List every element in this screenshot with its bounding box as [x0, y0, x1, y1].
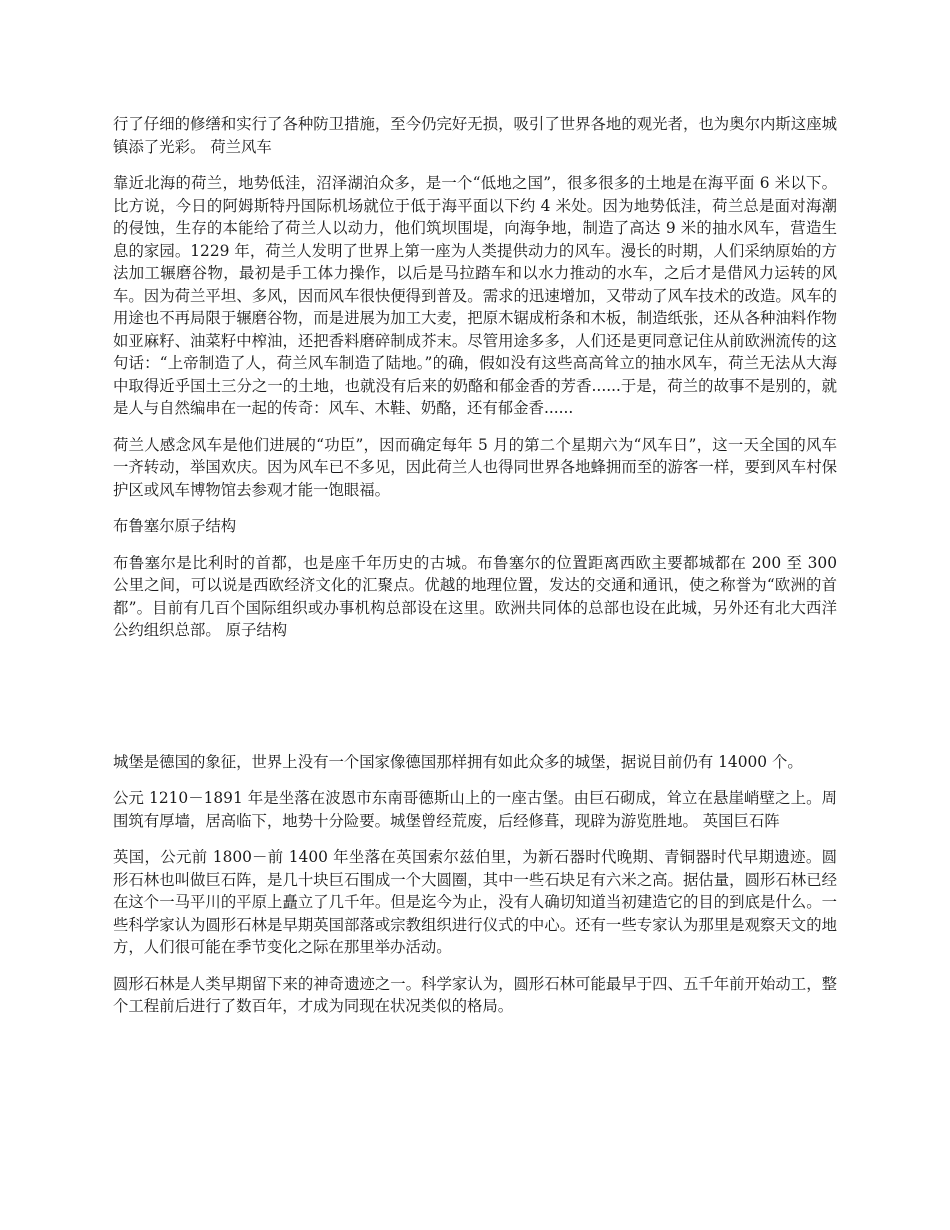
paragraph-windmill-day: 荷兰人感念风车是他们进展的“功臣”，因而确定每年 5 月的第二个星期六为“风车日”，这一天全国的风车一齐转动，举国欢庆。因为风车已不多见，因此荷兰人也得同世界各地蜂拥而至的游客一样，要到风车村保护区或风车博物馆去参观才能一饱眼福。 [113, 435, 837, 499]
paragraph-castle-bonn: 公元 1210－1891 年是坐落在波恩市东南哥德斯山上的一座古堡。由巨石砌成，耸立在悬崖峭壁之上。周围筑有厚墙，居高临下，地势十分险要。城堡曾经荒废，后经修葺，现辟为游览胜地。 英国巨石阵 [113, 789, 837, 830]
paragraph-stone-circle: 圆形石林是人类早期留下来的神奇遗迹之一。科学家认为，圆形石林可能最早于四、五千年前开始动工，整个工程前后进行了数百年，才成为同现在状况类似的格局。 [113, 974, 837, 1015]
paragraph-ornans-ending: 行了仔细的修缮和实行了各种防卫措施，至今仍完好无损，吸引了世界各地的观光者，也为奥尔内斯这座城镇添了光彩。 荷兰风车 [113, 115, 837, 156]
heading-brussels-atomium: 布鲁塞尔原子结构 [113, 517, 237, 535]
paragraph-brussels: 布鲁塞尔是比利时的首都，也是座千年历史的古城。布鲁塞尔的位置距离西欧主要都城都在 200 至 300 公里之间，可以说是西欧经济文化的汇聚点。优越的地理位置，发达的交通和通讯，使之称誉为“欧洲的首都”。目前有几百个国际组织或办事机构总部设在这里。欧洲共同体的总部也设在此城，另外还有北大西洋公约组织总部。 原子结构 [113, 553, 837, 639]
paragraph-german-castles: 城堡是德国的象征，世界上没有一个国家像德国那样拥有如此众多的城堡，据说目前仍有 14000 个。 [113, 752, 803, 771]
document-body [113, 113, 837, 1032]
paragraph-stonehenge: 英国，公元前 1800－前 1400 年坐落在英国索尔兹伯里，为新石器时代晚期、青铜器时代早期遗迹。圆形石林也叫做巨石阵，是几十块巨石围成一个大圆圈，其中一些石块足有六米之高。据估量，圆形石林已经在这个一马平川的平原上矗立了几千年。但是迄今为止，没有人确切知道当初建造它的目的到底是什么。一些科学家认为圆形石林是早期英国部落或宗教组织进行仪式的中心。还有一些专家认为那里是观察天文的地方，人们很可能在季节变化之际在那里举办活动。 [113, 848, 837, 956]
blank-space [113, 656, 837, 751]
paragraph-dutch-windmills: 靠近北海的荷兰，地势低洼，沼泽湖泊众多，是一个“低地之国”，很多很多的土地是在海平面 6 米以下。比方说，今日的阿姆斯特丹国际机场就位于低于海平面以下约 4 米处。因为地势低洼，荷兰总是面对海潮的侵蚀，生存的本能给了荷兰人以动力，他们筑坝围堤，向海争地，制造了高达 9 米的抽水风车，营造生息的家园。1229 年，荷兰人发明了世界上第一座为人类提供动力的风车。漫长的时期，人们采纳原始的方法加工辗磨谷物，最初是手工体力操作，以后是马拉踏车和以水力推动的水车，之后才是借风力运转的风车。因为荷兰平坦、多风，因而风车很快便得到普及。需求的迅速增加，又带动了风车技术的改造。风车的用途也不再局限于辗磨谷物，而是进展为加工大麦，把原木锯成桁条和木板，制造纸张，还从各种油料作物如亚麻籽、油菜籽中榨油，还把香料磨碎制成芥末。尽管用途多多，人们还是更同意记住从前欧洲流传的这句话：“上帝制造了人，荷兰风车制造了陆地。”的确，假如没有这些高高耸立的抽水风车，荷兰无法从大海中取得近乎国土三分之一的土地，也就没有后来的奶酪和郁金香的芳香......于是，荷兰的故事不是别的，就是人与自然编串在一起的传奇：风车、木鞋、奶酪，还有郁金香...... [113, 174, 837, 417]
